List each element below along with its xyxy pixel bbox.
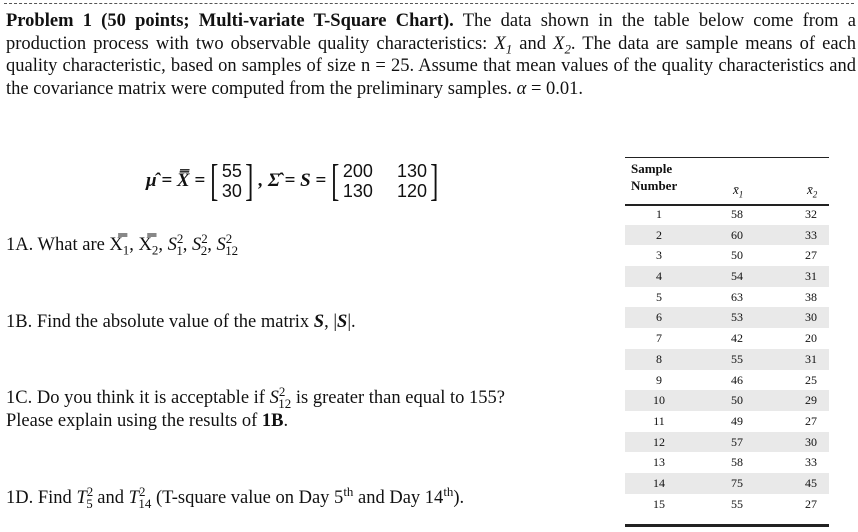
sample-number-cell: 12: [653, 434, 665, 449]
x2-value-cell: 27: [805, 496, 817, 511]
question-1b: 1B. Find the absolute value of the matrix S, |S|.: [6, 312, 356, 332]
matrix-equation: [146, 158, 444, 204]
problem-title: Problem 1 (50 points; Multi-variate T-Square Chart).: [6, 11, 454, 31]
x2-value-cell: 32: [805, 207, 817, 221]
x2-value-cell: 20: [805, 331, 817, 346]
var-x2: $X_2$: [553, 33, 571, 57]
question-1a: 1A. What are $X̿_1$, $X̿_2$, $S^2_1$, $S^2_2$, $S^2_{12}$: [6, 230, 239, 258]
table-row: [625, 266, 829, 287]
x1-value-cell: 55: [731, 351, 743, 366]
table-row: [625, 307, 829, 328]
header-number: Number: [631, 178, 678, 193]
question-1c: 1C. Do you think it is acceptable if $S^2_{12}$ is greater than equal to 155?: [6, 383, 505, 411]
sample-number-cell: 10: [653, 393, 665, 408]
x2-value-cell: 31: [805, 351, 817, 366]
x1-value-cell: 53: [731, 310, 743, 325]
cov-value: 200: [342, 161, 373, 181]
header-x2: $x̄_2$: [807, 182, 818, 200]
sample-number-cell: 5: [656, 289, 662, 304]
x1-value-cell: 42: [731, 331, 743, 346]
sample-number-cell: 3: [656, 248, 662, 263]
x2-value-cell: 33: [805, 455, 817, 470]
sample-data-table: [625, 157, 829, 525]
mu-label: μ̂ = X̿ =: [146, 170, 206, 191]
alpha-symbol: α: [516, 78, 527, 99]
question-1c-line2: Please explain using the results of 1B.: [6, 411, 289, 431]
cov-value: 120: [396, 181, 427, 201]
table-row: [625, 411, 829, 432]
x1-value-cell: 58: [731, 455, 743, 470]
x1-value-cell: 63: [731, 289, 743, 304]
mean-value: 30: [221, 181, 242, 201]
var-x1: $X_1$: [494, 33, 513, 57]
table-row: [625, 494, 829, 515]
table-row: [625, 225, 829, 246]
table-row: [625, 370, 829, 391]
table-row: [625, 245, 829, 266]
sample-number-cell: 13: [653, 455, 665, 470]
x1-value-cell: 75: [731, 475, 743, 490]
x1-value-cell: 50: [731, 248, 743, 263]
top-dashed-divider: [4, 3, 854, 4]
table-row: [625, 349, 829, 370]
table-row: [625, 432, 829, 453]
x2-value-cell: 29: [805, 393, 817, 408]
table-header: [625, 157, 829, 206]
x1-value-cell: 50: [731, 393, 743, 408]
mean-vector: [ 55 30 ]: [210, 156, 254, 205]
sample-number-cell: 14: [653, 475, 665, 490]
sample-number-cell: 7: [656, 331, 662, 346]
x2-value-cell: 27: [805, 248, 817, 263]
x1-value-cell: 46: [731, 372, 743, 387]
mean-value: 55: [221, 161, 242, 181]
table-row: [625, 287, 829, 308]
x2-value-cell: 25: [805, 372, 817, 387]
x2-value-cell: 38: [805, 289, 817, 304]
table-row: [625, 390, 829, 411]
sigma-label: , Σ̂ = S =: [258, 170, 327, 191]
x1-value-cell: 60: [731, 227, 743, 242]
problem-intro: Problem 1 (50 points; Multi-variate T-Square Chart). The data shown in the table below come from a production process with two observable quality characteristics: $X_1$ and $X_2$. The data are sample means of each quality characteristic, based on samples of size n = 25. Assume that mean values of the quality characteristics and the covariance matrix were computed from the preliminary samples. α = 0.01.: [6, 11, 857, 99]
sample-number-cell: 4: [656, 269, 662, 284]
x2-value-cell: 30: [805, 310, 817, 325]
covariance-matrix: [ 200 130 130 120 ]: [331, 156, 439, 205]
sample-number-cell: 11: [653, 413, 665, 428]
sample-number-cell: 15: [653, 496, 665, 511]
sample-number-cell: 9: [656, 372, 662, 387]
table-row: [625, 473, 829, 494]
table-row: [625, 328, 829, 349]
x2-value-cell: 30: [805, 434, 817, 449]
sample-number-cell: 6: [656, 310, 662, 325]
x1-value-cell: 55: [731, 496, 743, 511]
question-1d: 1D. Find $T^2_5$ and $T^2_{14}$ (T-square value on Day 5th and Day 14th).: [6, 483, 465, 511]
x1-value-cell: 57: [731, 434, 743, 449]
x1-value-cell: 54: [731, 269, 743, 284]
table-bottom-rule: [625, 524, 829, 527]
header-x1: $x̄_1$: [733, 182, 744, 200]
header-sample: Sample: [631, 161, 673, 176]
cov-value: 130: [342, 181, 373, 201]
cov-value: 130: [396, 161, 427, 181]
x2-value-cell: 31: [805, 269, 817, 284]
x2-value-cell: 27: [805, 413, 817, 428]
sample-number-cell: 2: [656, 227, 662, 242]
x1-value-cell: 49: [731, 413, 743, 428]
sample-number-cell: 1: [656, 207, 662, 221]
table-row: [625, 204, 829, 225]
sample-number-cell: 8: [656, 351, 662, 366]
x1-value-cell: 58: [731, 207, 743, 221]
table-row: [625, 452, 829, 473]
x2-value-cell: 45: [805, 475, 817, 490]
x2-value-cell: 33: [805, 227, 817, 242]
table-body: [625, 204, 829, 514]
